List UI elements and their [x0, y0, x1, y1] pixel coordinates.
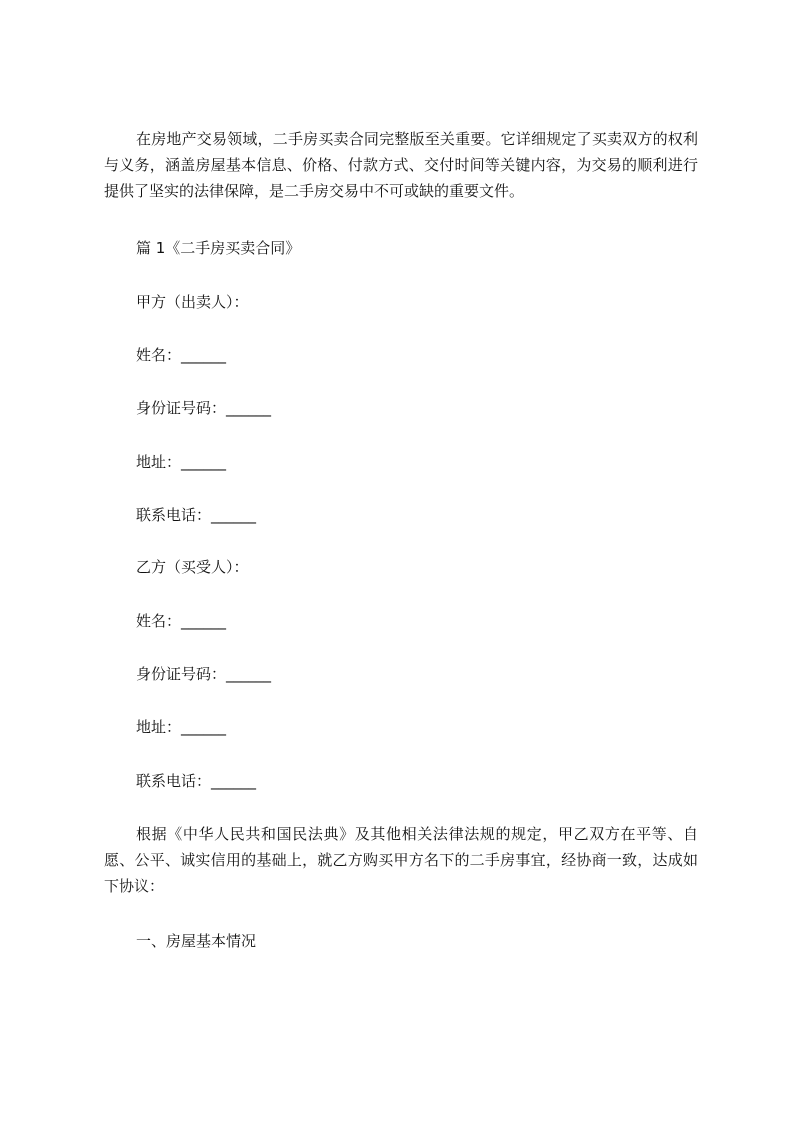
party-b-address-field: 地址：______ [136, 718, 227, 736]
party-b-phone-field: 联系电话：______ [136, 772, 257, 790]
section-1-title: 一、房屋基本情况 [136, 932, 257, 950]
party-a-id-field: 身份证号码：______ [136, 399, 272, 417]
preamble-paragraph: 根据《中华人民共和国民法典》及其他相关法律法规的规定，甲乙双方在平等、自愿、公平、诚实信用的基础上，就乙方购买甲方名下的二手房事宜，经协商一致，达成如下协议： [104, 825, 698, 895]
party-b-title: 乙方（买受人）： [136, 558, 249, 576]
party-b-name-field: 姓名：______ [136, 612, 227, 630]
party-a-title: 甲方（出卖人）： [136, 293, 249, 311]
party-a-phone-field: 联系电话：______ [136, 506, 257, 524]
contract-heading: 篇 1《二手房买卖合同》 [136, 239, 301, 257]
intro-paragraph: 在房地产交易领域，二手房买卖合同完整版至关重要。它详细规定了买卖双方的权利与义务，涵盖房屋基本信息、价格、付款方式、交付时间等关键内容，为交易的顺利进行提供了坚实的法律保障，是二手房交易中不可或缺的重要文件。 [104, 130, 698, 200]
party-a-address-field: 地址：______ [136, 453, 227, 471]
party-a-name-field: 姓名：______ [136, 346, 227, 364]
party-b-id-field: 身份证号码：______ [136, 665, 272, 683]
